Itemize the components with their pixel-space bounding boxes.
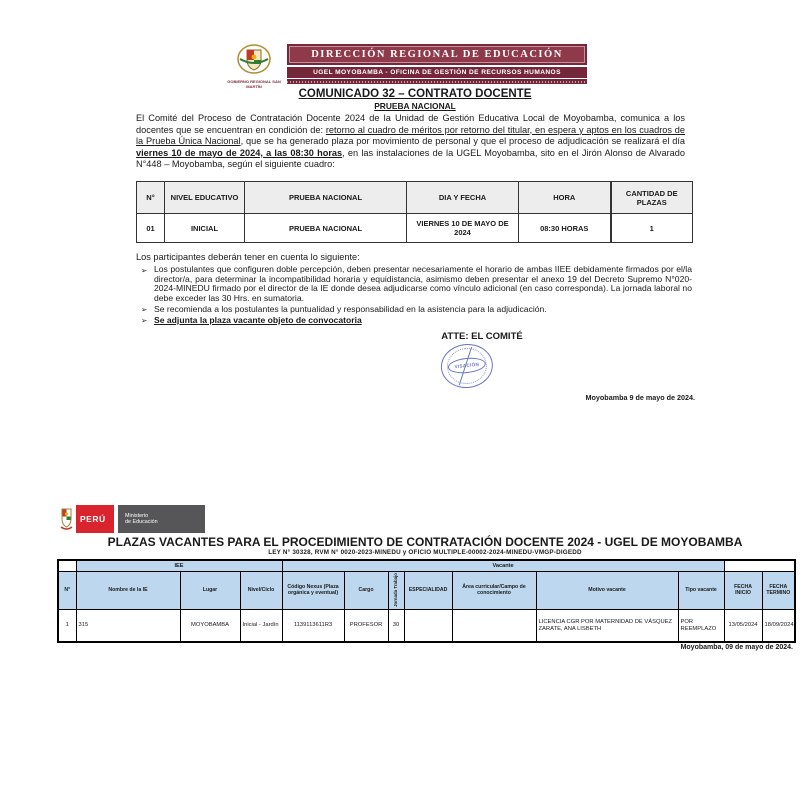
para-seg2-underlined: retorno al cuadro de méritos por retorno del titular, en espera y aptos en los cuadros de la Prueba Única Nacional [136, 124, 685, 147]
para-seg4-bold-underlined: viernes 10 de mayo de 2024, a las 08:30 horas [136, 147, 343, 158]
group-header-row [58, 560, 795, 571]
peru-coat-of-arms-icon [60, 506, 73, 532]
col-hora: HORA [519, 182, 611, 214]
cell-fecha: VIERNES 10 DE MAYO DE 2024 [407, 214, 519, 243]
comunicado-header [226, 44, 587, 89]
bullet-text-emphasis: Se adjunta la plaza vacante objeto de convocatoria [154, 314, 362, 325]
cell-tipo-vacante: POR REEMPLAZO [678, 610, 724, 642]
col-nivel-ciclo: Nivel/Ciclo [240, 571, 282, 610]
coat-of-arms-icon [237, 44, 271, 74]
col-nombre-ie: Nombre de la IE [76, 571, 180, 610]
bullet-list [141, 265, 692, 326]
cell-cantidad: 1 [611, 214, 693, 243]
col-area-curricular: Área curricular/Campo de conocimiento [452, 571, 536, 610]
comunicado-date: Moyobamba 9 de mayo de 2024. [585, 393, 695, 402]
table-header-row [137, 182, 693, 214]
bullet-text: Se recomienda a los postulantes la puntualidad y responsabilidad en la asistencia para la adjudicación. [154, 303, 547, 314]
col-numero: N° [58, 571, 76, 610]
group-header-vacante: Vacante [282, 560, 724, 571]
arrow-bullet-icon: ➢ [141, 265, 148, 275]
cell-prueba: PRUEBA NACIONAL [245, 214, 407, 243]
comunicado-subtitle: PRUEBA NACIONAL [374, 101, 456, 111]
col-codigo-nexus: Código Nexus (Plaza orgánica y eventual) [282, 571, 344, 610]
col-nivel-educativo: NIVEL EDUCATIVO [165, 182, 245, 214]
cell-fecha-inicio: 13/05/2024 [724, 610, 762, 642]
list-item [141, 316, 692, 326]
table-row [58, 610, 795, 642]
participants-intro: Los participantes deberán tener en cuenta lo siguiente: [136, 252, 360, 262]
header-banners [287, 44, 587, 84]
cell-nivel: INICIAL [165, 214, 245, 243]
banner-fine-print-strip [287, 79, 587, 84]
minedu-logo [60, 504, 205, 534]
col-cargo: Cargo [344, 571, 388, 610]
col-lugar: Lugar [180, 571, 240, 610]
comunicado-title: COMUNICADO 32 – CONTRATO DOCENTE [298, 88, 532, 100]
col-cantidad-plazas: CANTIDAD DE PLAZAS [611, 182, 693, 214]
group-blank-cell [58, 560, 76, 571]
logo-caption: GOBIERNO REGIONAL SAN MARTÍN [227, 79, 281, 89]
group-header-iee: IEE [76, 560, 282, 571]
cell-motivo-vacante: LICENCIA CGR POR MATERNIDAD DE VÁSQUEZ ZARATE, ANA LISBETH [536, 610, 678, 642]
cell-especialidad [404, 610, 452, 642]
col-jornada-trabajo: Jornada Trabajo [388, 571, 404, 610]
cell-numero: 01 [137, 214, 165, 243]
plazas-title: PLAZAS VACANTES PARA EL PROCEDIMIENTO DE CONTRATACIÓN DOCENTE 2024 - UGEL DE MOYOBAMBA [107, 535, 743, 549]
para-seg5: , en las instalaciones de la UGEL Moyobamba, sito en el Jirón Alonso de Alvarado N°448 – Moyobamba, según el siguiente cuadro: [136, 147, 685, 170]
cell-nivel-ciclo: Inicial - Jardín [240, 610, 282, 642]
cell-numero: 1 [58, 610, 76, 642]
regional-government-logo [226, 44, 282, 89]
col-fecha-inicio: FECHA INICIO [724, 571, 762, 610]
visacion-stamp [439, 341, 496, 392]
adjudicacion-table [136, 181, 693, 243]
list-item [141, 265, 692, 304]
cell-area-curricular [452, 610, 536, 642]
cell-cargo: PROFESOR [344, 610, 388, 642]
col-prueba-nacional: PRUEBA NACIONAL [245, 182, 407, 214]
group-blank-cell [724, 560, 795, 571]
col-fecha-termino: FECHA TERMINO [762, 571, 795, 610]
cell-lugar: MOYOBAMBA [180, 610, 240, 642]
col-especialidad: ESPECIALIDAD [404, 571, 452, 610]
col-tipo-vacante: Tipo vacante [678, 571, 724, 610]
col-dia-fecha: DIA Y FECHA [407, 182, 519, 214]
arrow-bullet-icon: ➢ [141, 316, 148, 326]
cell-jornada: 30 [388, 610, 404, 642]
comunicado-body-paragraph [136, 113, 685, 171]
para-seg1: El Comité del Proceso de Contratación Docente 2024 de la Unidad de Gestión Educativa Local de Moyobamba, comunica a los docentes que se encuentran en condición de: [136, 113, 685, 135]
list-item [141, 305, 692, 315]
atte-signature-line: ATTE: EL COMITÉ [441, 331, 523, 342]
cell-hora: 08:30 HORAS [519, 214, 611, 243]
bullet-text: Los postulantes que configuren doble percepción, deben presentar necesariamente el horario de ambas IIEE debidamente firmados por el/la director/a, para determinar la incompatibilidad horaria y equidistancia, asimismo deben presentar el anexo 19 del Decreto Supremo N°020-2024-MINEDU firmado por el director de la IE donde desea adjudicarse como vínculo adicional (en caso corresponda). La jornada laboral no debe exceder las 30 Hrs. en sumatoria. [154, 264, 692, 304]
cell-codigo-nexus: 1139113611R3 [282, 610, 344, 642]
ministry-line1: Ministerio [125, 512, 149, 519]
plazas-date: Moyobamba, 09 de mayo de 2024. [680, 644, 793, 651]
arrow-bullet-icon: ➢ [141, 305, 148, 315]
plazas-vacantes-table [57, 559, 796, 643]
peru-wordmark: PERÚ [76, 505, 114, 533]
table-row [137, 214, 693, 243]
plazas-legal-subtitle: LEY N° 30328, RVM N° 0020-2023-MINEDU y OFICIO MULTIPLE-00002-2024-MINEDU-VMGP-DIGEDD [268, 549, 582, 556]
col-motivo-vacante: Motivo vacante [536, 571, 678, 610]
ministry-wordmark [117, 505, 205, 533]
column-header-row [58, 571, 795, 610]
col-numero: N° [137, 182, 165, 214]
ministry-line2: de Educación [125, 519, 158, 525]
stamp-label: VISACIÓN [447, 356, 486, 375]
cell-nombre-ie: 315 [76, 610, 180, 642]
banner-direccion-regional: DIRECCIÓN REGIONAL DE EDUCACIÓN [287, 44, 587, 65]
cell-fecha-termino: 18/09/2024 [762, 610, 795, 642]
para-seg3: , que se ha generado plaza por movimiento de personal y que el proceso de adjudicación se realizará el día [240, 136, 685, 147]
banner-ugel: UGEL MOYOBAMBA - OFICINA DE GESTIÓN DE RECURSOS HUMANOS [287, 67, 587, 78]
